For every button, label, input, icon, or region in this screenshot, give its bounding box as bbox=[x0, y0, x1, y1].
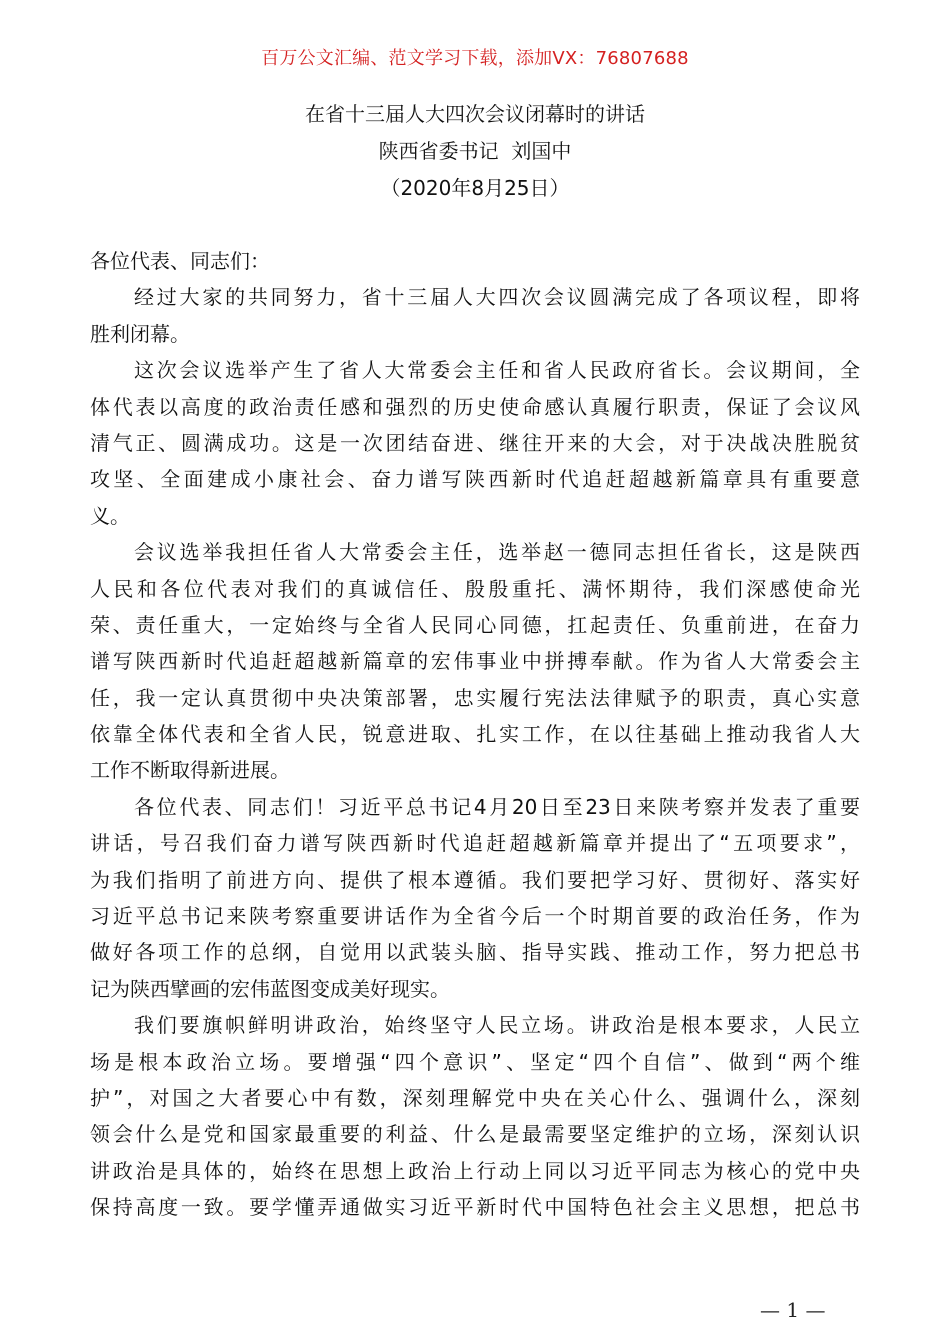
paragraph-line: 讲政治是具体的，始终在思想上政治上行动上同以习近平同志为核心的党中央 bbox=[90, 1158, 860, 1183]
paragraph-line: 做好各项工作的总纲，自觉用以武装头脑、指导实践、推动工作，努力把总书 bbox=[90, 940, 860, 965]
paragraph-1 bbox=[90, 279, 860, 352]
paragraph-line: 为我们指明了前进方向、提供了根本遵循。我们要把学习好、贯彻好、落实好 bbox=[90, 867, 860, 892]
paragraph-line: 场是根本政治立场。要增强“四个意识”、坚定“四个自信”、做到“两个维 bbox=[90, 1049, 860, 1074]
paragraph-line: 义。 bbox=[90, 503, 130, 528]
paragraph-4 bbox=[90, 789, 860, 1007]
paragraph-line: 任，我一定认真贯彻中央决策部署，忠实履行宪法法律赋予的职责，真心实意 bbox=[90, 685, 860, 710]
paragraph-line: 清气正、圆满成功。这是一次团结奋进、继往开来的大会，对于决战决胜脱贫 bbox=[90, 430, 860, 455]
paragraph-line: 保持高度一致。要学懂弄通做实习近平新时代中国特色社会主义思想，把总书 bbox=[90, 1195, 860, 1220]
paragraph-line: 记为陕西擘画的宏伟蓝图变成美好现实。 bbox=[90, 976, 450, 1001]
page-number: — 1 — bbox=[760, 1298, 826, 1322]
paragraph-line: 经过大家的共同努力，省十三届人大四次会议圆满完成了各项议程，即将 bbox=[134, 285, 860, 310]
paragraph-line: 谱写陕西新时代追赶超越新篇章的宏伟事业中拼搏奉献。作为省人大常委会主 bbox=[90, 649, 860, 674]
watermark-banner: 百万公文汇编、范文学习下载，添加VX：76807688 bbox=[261, 48, 689, 69]
document-title: 在省十三届人大四次会议闭幕时的讲话 bbox=[305, 102, 645, 126]
document-body bbox=[90, 243, 860, 1226]
paragraph-line: 会议选举我担任省人大常委会主任，选举赵一德同志担任省长，这是陕西 bbox=[134, 540, 860, 565]
document-header bbox=[0, 96, 950, 207]
paragraph-line: 讲话，号召我们奋力谱写陕西新时代追赶超越新篇章并提出了“五项要求”， bbox=[90, 831, 860, 856]
paragraph-line: 习近平总书记来陕考察重要讲话作为全省今后一个时期首要的政治任务，作为 bbox=[90, 904, 860, 929]
paragraph-line: 攻坚、全面建成小康社会、奋力谱写陕西新时代追赶超越新篇章具有重要意 bbox=[90, 467, 860, 492]
paragraph-3 bbox=[90, 534, 860, 789]
speech-date: （2020年8月25日） bbox=[380, 176, 570, 200]
paragraph-line: 护”，对国之大者要心中有数，深刻理解党中央在关心什么、强调什么，深刻 bbox=[90, 1085, 860, 1110]
paragraph-line: 各位代表、同志们！习近平总书记4月20日至23日来陕考察并发表了重要 bbox=[134, 794, 860, 819]
salutation: 各位代表、同志们： bbox=[90, 249, 270, 273]
paragraph-line: 体代表以高度的政治责任感和强烈的历史使命感认真履行职责，保证了会议风 bbox=[90, 394, 860, 419]
paragraph-line: 胜利闭幕。 bbox=[90, 321, 190, 346]
paragraph-line: 领会什么是党和国家最重要的利益、什么是最需要坚定维护的立场，深刻认识 bbox=[90, 1122, 860, 1147]
paragraph-line: 依靠全体代表和全省人民，锐意进取、扎实工作，在以往基础上推动我省人大 bbox=[90, 722, 860, 747]
speaker-line: 陕西省委书记 刘国中 bbox=[378, 139, 572, 163]
paragraph-line: 我们要旗帜鲜明讲政治，始终坚守人民立场。讲政治是根本要求，人民立 bbox=[134, 1013, 860, 1038]
paragraph-line: 工作不断取得新进展。 bbox=[90, 758, 290, 783]
paragraph-5 bbox=[90, 1007, 860, 1225]
paragraph-line: 人民和各位代表对我们的真诚信任、殷殷重托、满怀期待，我们深感使命光 bbox=[90, 576, 860, 601]
paragraph-line: 荣、责任重大，一定始终与全省人民同心同德，扛起责任、负重前进，在奋力 bbox=[90, 612, 860, 637]
paragraph-line: 这次会议选举产生了省人大常委会主任和省人民政府省长。会议期间，全 bbox=[134, 358, 860, 383]
paragraph-2 bbox=[90, 352, 860, 534]
